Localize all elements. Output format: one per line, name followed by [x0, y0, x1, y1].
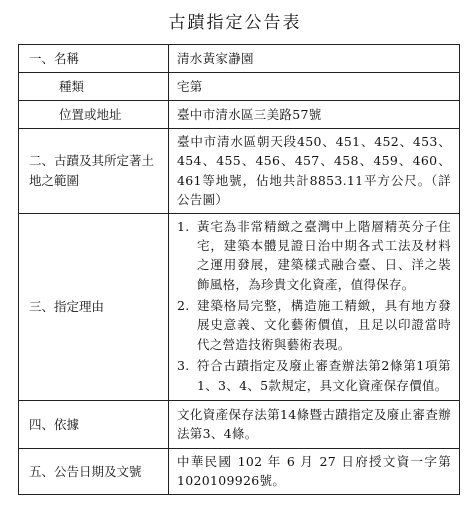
table-row	[19, 73, 460, 101]
list-item	[177, 217, 451, 295]
table-row	[19, 45, 460, 73]
table-row	[19, 129, 460, 214]
row-value-reasons	[169, 213, 460, 400]
row-value-basis: 文化資產保存法第14條暨古蹟指定及廢止審查辦法第3、4條。	[169, 400, 460, 448]
row-label-basis: 四、依據	[19, 400, 169, 448]
list-item	[177, 356, 451, 395]
row-value-date: 中華民國 102 年 6 月 27 日府授文資一字第1020109926號。	[169, 448, 460, 494]
reason-list	[177, 217, 451, 395]
table-row	[19, 101, 460, 129]
row-value-type: 宅第	[169, 73, 460, 101]
list-item	[177, 296, 451, 354]
reason-number: 3.	[177, 358, 190, 374]
reason-number: 1.	[177, 218, 190, 234]
row-label-location: 位置或地址	[19, 101, 169, 129]
row-label-type: 種類	[19, 73, 169, 101]
reason-text: 建築格局完整，構造施工精緻，具有地方發展史意義、文化藝術價值，且足以印證當時代之營造技術與藝術表現。	[197, 298, 451, 352]
row-value-scope: 臺中市清水區朝天段450、451、452、453、454、455、456、457、458、459、460、461等地號，佔地共計8853.11平方公尺。（詳公告圖）	[169, 129, 460, 214]
table-row	[19, 400, 460, 448]
row-label-reasons: 三、指定理由	[19, 213, 169, 400]
row-value-name: 清水黃家瀞園	[169, 45, 460, 73]
document-title: 古蹟指定公告表	[168, 13, 302, 33]
row-label-date: 五、公告日期及文號	[19, 448, 169, 494]
table-row	[19, 448, 460, 494]
row-label-name: 一、名稱	[19, 45, 169, 73]
row-value-location: 臺中市清水區三美路57號	[169, 101, 460, 129]
reason-number: 2.	[177, 298, 190, 313]
reason-text: 黃宅為非常精緻之臺灣中上階層精英分子住宅，建築本體見證日治中期各式工法及材料之運用發展，建築樣式融合臺、日、洋之裝飾風格，為珍貴文化資產，值得保存。	[197, 218, 451, 292]
table-row	[19, 213, 460, 400]
notice-table	[18, 44, 460, 495]
reason-text: 符合古蹟指定及廢止審查辦法第2條第1項第1、3、4、5款規定，具文化資產保存價值。	[197, 358, 451, 393]
row-label-scope: 二、古蹟及其所定著土地之範圍	[19, 129, 169, 214]
